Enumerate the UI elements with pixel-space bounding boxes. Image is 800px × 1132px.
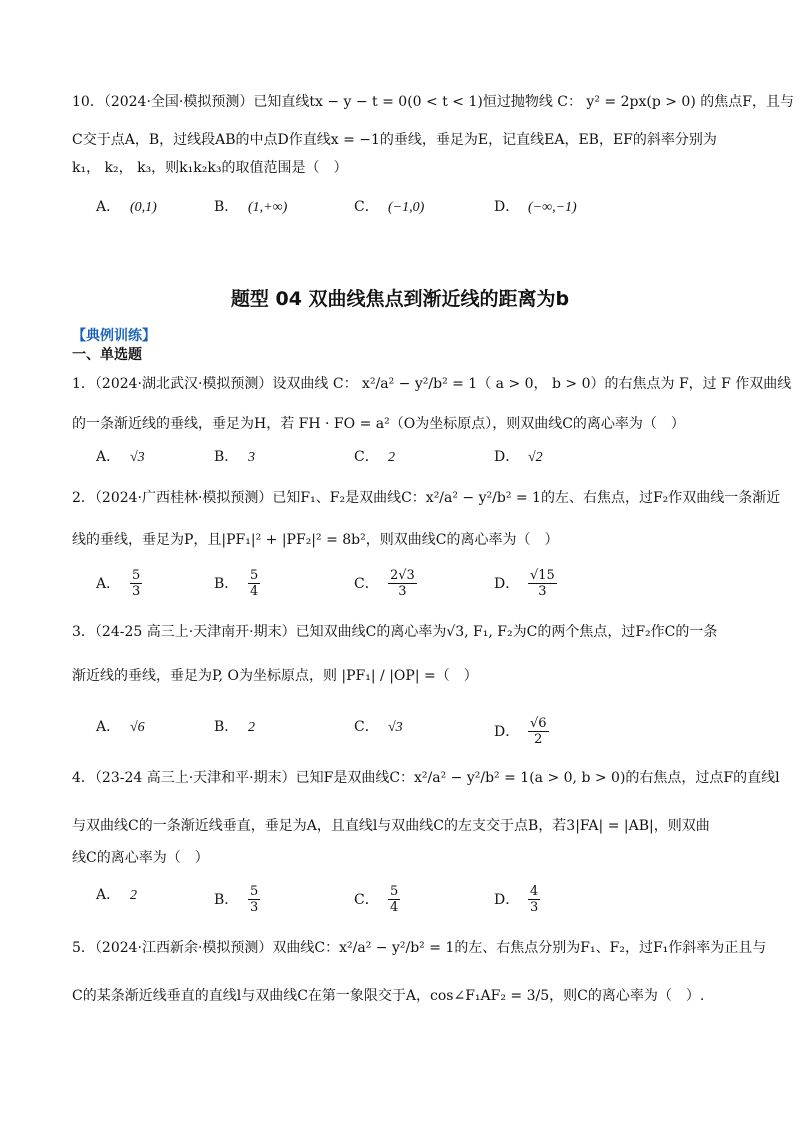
q1-options	[96, 446, 696, 486]
q3-option-c[interactable]	[354, 716, 403, 736]
option-label: D．	[494, 723, 520, 740]
option-value: 2	[130, 888, 137, 903]
fraction-denominator: 2	[534, 732, 543, 747]
section-tag: 【典例训练】	[72, 328, 156, 344]
option-value: (−1,0)	[388, 200, 425, 215]
q4-line-1: 4．（23-24 高三上·天津和平·期末）已知F是双曲线C：x²/a² − y²/b² = 1(a > 0, b > 0)的右焦点，过点F的直线l	[72, 770, 780, 786]
q10-options	[96, 196, 696, 236]
fraction-numerator: 2√3	[390, 568, 415, 583]
q5-line-2: C的某条渐近线垂直的直线l与双曲线C在第一象限交于A，cos∠F₁AF₂ = 3/5，则C的离心率为（ ）.	[72, 988, 705, 1004]
q1-line-1: 1．（2024·湖北武汉·模拟预测）设双曲线 C： x²/a² − y²/b² = 1（ a > 0， b > 0）的右焦点为 F，过 F 作双曲线	[72, 376, 792, 392]
option-fraction	[130, 568, 142, 599]
option-value: 2	[388, 450, 395, 465]
option-value: (1,+∞)	[248, 200, 288, 215]
q3-options	[96, 716, 696, 756]
option-label: C．	[354, 575, 379, 592]
fraction-numerator: 5	[250, 568, 259, 583]
q4-options	[96, 884, 696, 924]
fraction-numerator: 5	[132, 568, 141, 583]
q4-line-2: 与双曲线C的一条渐近线垂直，垂足为A，且直线l与双曲线C的左支交于点B，若3|FA| = |AB|，则双曲	[72, 818, 710, 834]
option-label: C．	[354, 199, 379, 215]
q4-option-a[interactable]	[96, 884, 137, 904]
option-label: C．	[354, 891, 379, 908]
q4-option-d[interactable]	[494, 884, 540, 915]
q2-line-1: 2．（2024·广西桂林·模拟预测）已知F₁、F₂是双曲线C：x²/a² − y²/b² = 1的左、右焦点，过F₂作双曲线一条渐近	[72, 490, 781, 506]
fraction-denominator: 3	[538, 584, 547, 599]
fraction-denominator: 4	[250, 584, 259, 599]
q3-line-1: 3．（24-25 高三上·天津南开·期末）已知双曲线C的离心率为√3, F₁, F₂为C的两个焦点，过F₂作C的一条	[72, 624, 718, 640]
option-value: 2	[248, 720, 255, 735]
option-fraction	[388, 568, 417, 599]
option-fraction	[528, 884, 540, 915]
fraction-denominator: 3	[132, 584, 141, 599]
option-label: B．	[214, 199, 239, 215]
q3-option-b[interactable]	[214, 716, 255, 736]
option-label: D．	[494, 449, 520, 465]
q10-option-a[interactable]	[96, 196, 157, 216]
q10-option-d[interactable]	[494, 196, 577, 216]
option-label: C．	[354, 449, 379, 465]
q10-line-1: 10．（2024·全国·模拟预测）已知直线tx − y − t = 0(0 < t < 1)恒过抛物线 C： y² = 2px(p > 0) 的焦点F，且与	[72, 94, 794, 110]
fraction-numerator: 4	[530, 884, 539, 899]
option-label: B．	[214, 719, 239, 735]
fraction-numerator: √15	[530, 568, 555, 583]
q2-option-d[interactable]	[494, 568, 557, 599]
q4-line-3: 线C的离心率为（ ）	[72, 850, 209, 866]
q3-line-2: 渐近线的垂线，垂足为P, O为坐标原点，则 |PF₁| / |OP| =（ ）	[72, 668, 478, 684]
option-value: √6	[130, 720, 145, 735]
fraction-denominator: 3	[250, 900, 259, 915]
option-value: (0,1)	[130, 200, 157, 215]
option-label: A．	[96, 887, 121, 903]
q2-option-b[interactable]	[214, 568, 260, 599]
option-value: √3	[130, 450, 145, 465]
q2-option-c[interactable]	[354, 568, 417, 599]
q5-line-1: 5．（2024·江西新余·模拟预测）双曲线C：x²/a² − y²/b² = 1的左、右焦点分别为F₁、F₂，过F₁作斜率为正且与	[72, 940, 767, 956]
fraction-denominator: 3	[530, 900, 539, 915]
option-label: A．	[96, 449, 121, 465]
fraction-denominator: 4	[390, 900, 399, 915]
option-label: D．	[494, 891, 520, 908]
option-label: D．	[494, 199, 520, 215]
q4-option-b[interactable]	[214, 884, 260, 915]
q10-line-2: C交于点A，B，过线段AB的中点D作直线x = −1的垂线，垂足为E，记直线EA，EB，EF的斜率分别为	[72, 132, 717, 148]
option-label: B．	[214, 449, 239, 465]
option-label: D．	[494, 575, 520, 592]
fraction-numerator: 5	[390, 884, 399, 899]
q1-option-b[interactable]	[214, 446, 255, 466]
option-label: B．	[214, 891, 239, 908]
option-fraction	[528, 716, 549, 747]
q1-option-c[interactable]	[354, 446, 395, 466]
option-label: A．	[96, 199, 121, 215]
fraction-denominator: 3	[398, 584, 407, 599]
option-label: B．	[214, 575, 239, 592]
q2-option-a[interactable]	[96, 568, 142, 599]
q4-option-c[interactable]	[354, 884, 400, 915]
q1-option-a[interactable]	[96, 446, 145, 466]
option-value: 3	[248, 450, 255, 465]
q2-options	[96, 568, 696, 608]
option-value: (−∞,−1)	[528, 200, 577, 215]
option-value: √2	[528, 450, 543, 465]
option-fraction	[248, 884, 260, 915]
fraction-numerator: 5	[250, 884, 259, 899]
q1-option-d[interactable]	[494, 446, 543, 466]
section-subhead: 一、单选题	[72, 347, 142, 363]
q10-option-c[interactable]	[354, 196, 424, 216]
q3-option-a[interactable]	[96, 716, 145, 736]
option-fraction	[388, 884, 400, 915]
section-title: 题型 04 双曲线焦点到渐近线的距离为b	[230, 288, 570, 310]
q10-line-3: k₁， k₂， k₃，则k₁k₂k₃的取值范围是（ ）	[72, 160, 348, 176]
option-fraction	[248, 568, 260, 599]
q1-line-2: 的一条渐近线的垂线，垂足为H，若 FH · FO = a²（O为坐标原点），则双曲线C的离心率为（ ）	[72, 416, 685, 432]
option-label: A．	[96, 575, 121, 592]
q10-option-b[interactable]	[214, 196, 287, 216]
option-label: A．	[96, 719, 121, 735]
option-fraction	[528, 568, 557, 599]
q2-line-2: 线的垂线，垂足为P，且|PF₁|² + |PF₂|² = 8b²，则双曲线C的离心率为（ ）	[72, 532, 559, 548]
option-label: C．	[354, 719, 379, 735]
q3-option-d[interactable]	[494, 716, 549, 747]
option-value: √3	[388, 720, 403, 735]
fraction-numerator: √6	[530, 716, 547, 731]
